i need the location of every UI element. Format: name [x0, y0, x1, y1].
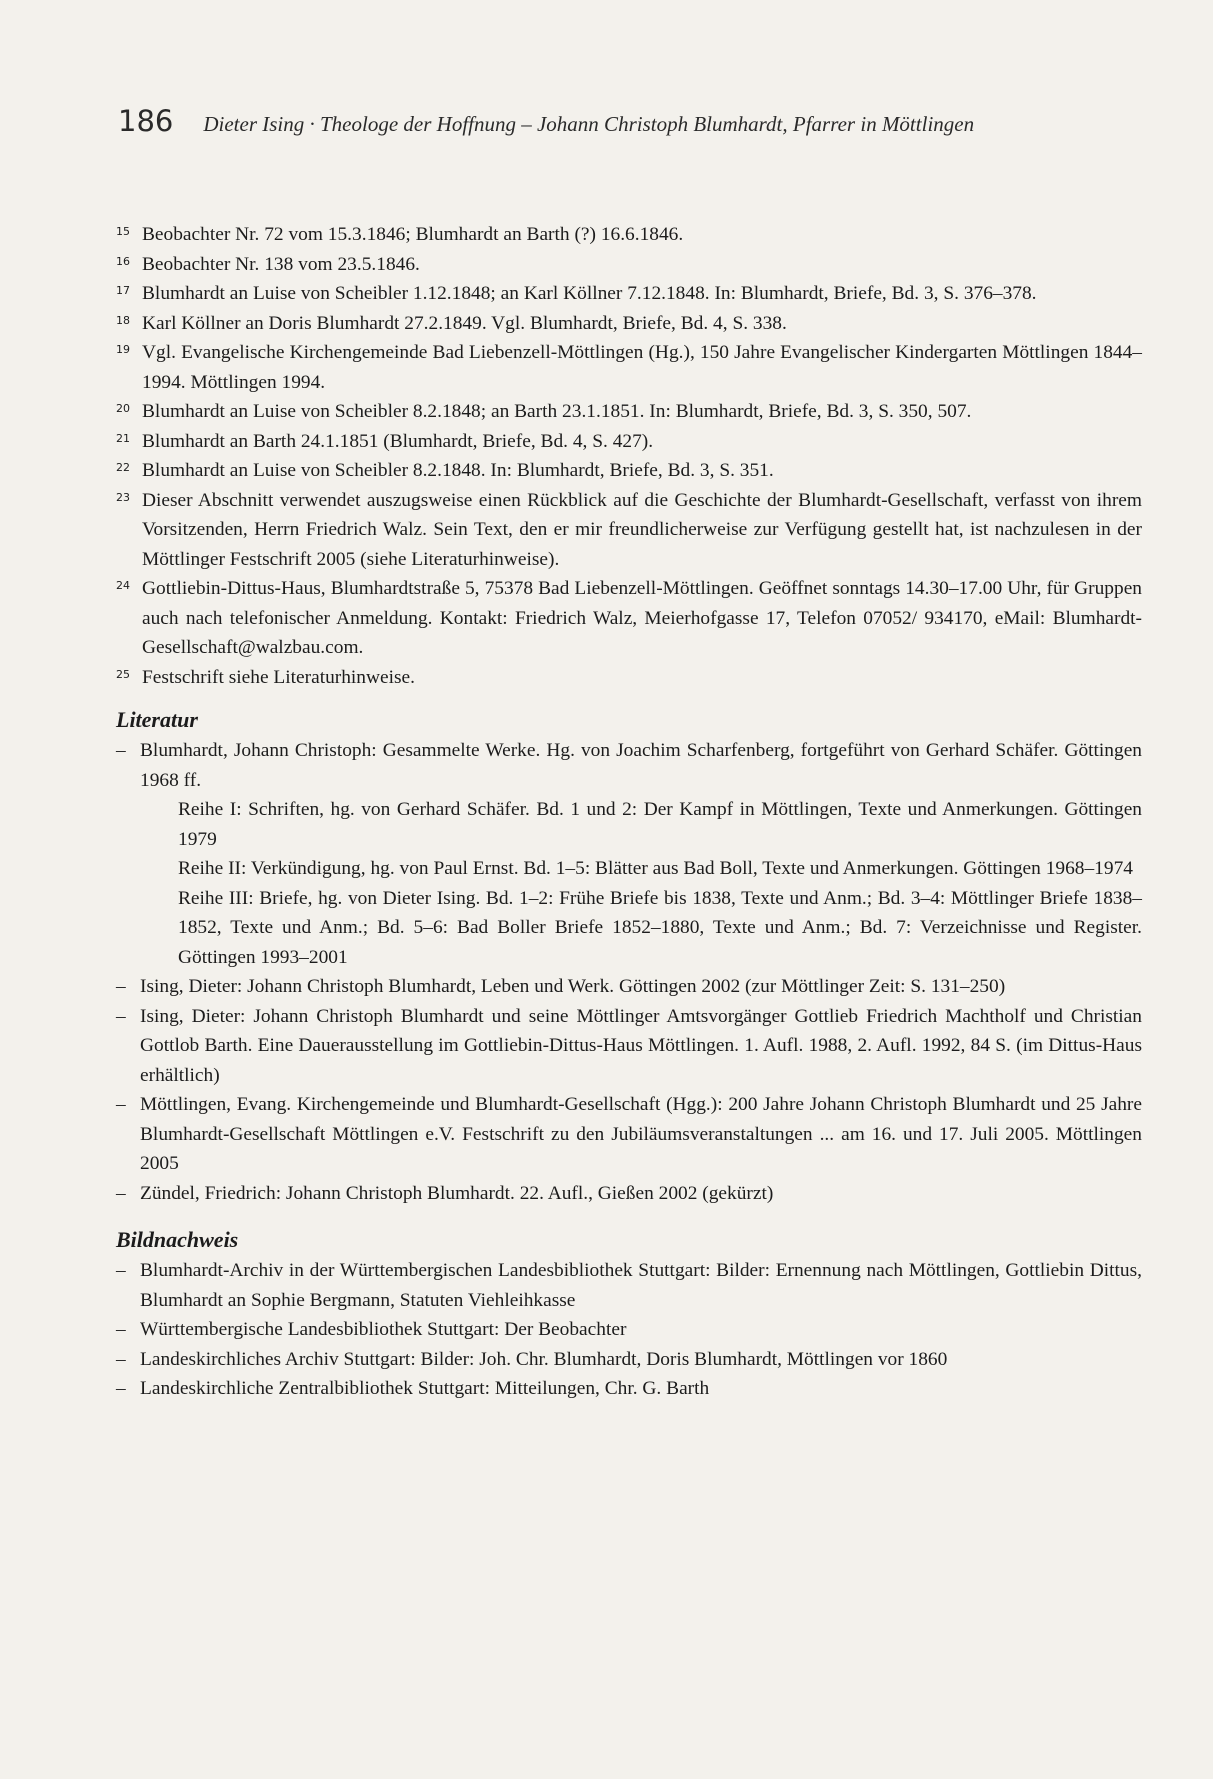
footnote — [116, 427, 1142, 457]
footnote-text: Beobachter Nr. 72 vom 15.3.1846; Blumhardt an Barth (?) 16.6.1846. — [142, 224, 684, 245]
entry-text: Ising, Dieter: Johann Christoph Blumhardt, Leben und Werk. Göttingen 2002 (zur Möttlinger Zeit: S. 131–250) — [140, 976, 1006, 997]
footnote-text: Blumhardt an Luise von Scheibler 8.2.1848; an Barth 23.1.1851. In: Blumhardt, Briefe, Bd. 3, S. 350, 507. — [142, 401, 972, 422]
footnote-number: 20 — [116, 402, 130, 415]
dash-bullet: – — [116, 1260, 126, 1281]
footnote-text: Gottliebin-Dittus-Haus, Blumhardtstraße 5, 75378 Bad Liebenzell-Möttlingen. Geöffnet sonntags 14.30–17.00 Uhr, für Gruppen auch nach telefonischer Anmeldung. Kontakt: Friedrich Walz, Meierhofgasse 17, Telefon 07052/ 934170, eMail: Blumhardt-Gesellschaft@walzbau.com. — [142, 578, 1142, 658]
footnote — [116, 279, 1142, 309]
footnote-text: Karl Köllner an Doris Blumhardt 27.2.1849. Vgl. Blumhardt, Briefe, Bd. 4, S. 338. — [142, 312, 787, 334]
dash-bullet: – — [116, 976, 126, 997]
footnote-text: Blumhardt an Barth 24.1.1851 (Blumhardt, Briefe, Bd. 4, S. 427). — [142, 430, 654, 452]
dash-bullet: – — [116, 1319, 126, 1340]
footnote-number: 23 — [116, 490, 130, 504]
footnote — [116, 486, 1142, 575]
bildnachweis-entry — [116, 1256, 1142, 1315]
literatur-heading: Literatur — [116, 707, 198, 732]
footnote-text: Beobachter Nr. 138 vom 23.5.1846. — [142, 253, 420, 275]
literatur-entry — [116, 972, 1142, 1002]
dash-bullet: – — [116, 1094, 126, 1115]
footnote — [116, 456, 1142, 486]
entry-text: Zündel, Friedrich: Johann Christoph Blumhardt. 22. Aufl., Gießen 2002 (gekürzt) — [140, 1182, 774, 1204]
footnote — [116, 574, 1142, 663]
literatur-list — [116, 736, 1142, 1208]
footnote-text: Blumhardt an Luise von Scheibler 1.12.1848; an Karl Köllner 7.12.1848. In: Blumhardt, Briefe, Bd. 3, S. 376–378. — [142, 283, 1037, 304]
footnote — [116, 397, 1142, 427]
footnote-number: 25 — [116, 667, 130, 681]
footnote-number: 15 — [116, 225, 130, 238]
footnote-number: 24 — [116, 579, 130, 592]
bildnachweis-entry — [116, 1374, 1142, 1404]
footnote — [116, 250, 1142, 280]
page-content — [116, 220, 1142, 1404]
entry-text: Blumhardt, Johann Christoph: Gesammelte Werke. Hg. von Joachim Scharfenberg, fortgeführt von Gerhard Schäfer. Göttingen 1968 ff. — [140, 740, 1142, 791]
footnote-text: Festschrift siehe Literaturhinweise. — [142, 666, 416, 688]
footnotes — [116, 220, 1142, 692]
dash-bullet: – — [116, 1005, 126, 1027]
entry-text: Ising, Dieter: Johann Christoph Blumhardt und seine Möttlinger Amtsvorgänger Gottlieb Friedrich Machtholf und Christian Gottlob Barth. Eine Dauerausstellung im Gottliebin-Dittus-Haus Möttlingen. 1. Aufl. 1988, 2. Aufl. 1992, 84 S. (im Dittus-Haus erhältlich) — [140, 1005, 1142, 1086]
literatur-entry — [116, 1090, 1142, 1179]
bildnachweis-entry — [116, 1315, 1142, 1345]
page-number: 186 — [118, 104, 174, 138]
literatur-entry — [116, 1002, 1142, 1091]
dash-bullet: – — [116, 740, 126, 761]
footnote — [116, 309, 1142, 339]
literatur-entry — [116, 736, 1142, 795]
bildnachweis-heading: Bildnachweis — [116, 1227, 239, 1252]
entry-text: Möttlingen, Evang. Kirchengemeinde und Blumhardt-Gesellschaft (Hgg.): 200 Jahre Johann Christoph Blumhardt und 25 Jahre Blumhardt-Gesellschaft Möttlingen e.V. Festschrift zu den Jubiläumsveranstaltungen ... am 16. und 17. Juli 2005. Möttlingen 2005 — [140, 1094, 1142, 1174]
entry-text: Landeskirchliche Zentralbibliothek Stuttgart: Mitteilungen, Chr. G. Barth — [140, 1378, 710, 1399]
footnote-number: 22 — [116, 461, 130, 474]
footnote-text: Dieser Abschnitt verwendet auszugsweise einen Rückblick auf die Geschichte der Blumhardt-Gesellschaft, verfasst von ihrem Vorsitzenden, Herrn Friedrich Walz. Sein Text, den er mir freundlicherweise zur Verfügung gestellt hat, ist nachzulesen in der Möttlinger Festschrift 2005 (siehe Literaturhinweise). — [142, 489, 1142, 570]
footnote — [116, 220, 1142, 250]
footnote-number: 21 — [116, 431, 130, 445]
footnote-number: 16 — [116, 254, 130, 268]
footnote-number: 17 — [116, 284, 130, 297]
footnote-number: 19 — [116, 343, 130, 356]
entry-text: Württembergische Landesbibliothek Stuttgart: Der Beobachter — [140, 1319, 627, 1340]
footnote-number: 18 — [116, 313, 130, 327]
series-entry: Reihe III: Briefe, hg. von Dieter Ising. Bd. 1–2: Frühe Briefe bis 1838, Texte und Anm.; Bd. 3–4: Möttlinger Briefe 1838–1852, Texte und Anm.; Bd. 5–6: Bad Boller Briefe 1852–1880, Texte und Anm.; Bd. 7: Verzeichnisse und Register. Göttingen 1993–2001 — [178, 887, 1142, 968]
footnote-text: Blumhardt an Luise von Scheibler 8.2.1848. In: Blumhardt, Briefe, Bd. 3, S. 351. — [142, 460, 774, 481]
footnote — [116, 338, 1142, 397]
footnote-text: Vgl. Evangelische Kirchengemeinde Bad Liebenzell-Möttlingen (Hg.), 150 Jahre Evangelischer Kindergarten Möttlingen 1844–1994. Möttlingen 1994. — [142, 342, 1142, 393]
running-head: Dieter Ising · Theologe der Hoffnung – Johann Christoph Blumhardt, Pfarrer in Möttlingen — [203, 112, 975, 136]
footnote — [116, 663, 1142, 693]
bildnachweis-list — [116, 1256, 1142, 1404]
entry-text: Landeskirchliches Archiv Stuttgart: Bilder: Joh. Chr. Blumhardt, Doris Blumhardt, Möttlingen vor 1860 — [140, 1348, 948, 1370]
dash-bullet: – — [116, 1182, 126, 1204]
dash-bullet: – — [116, 1378, 126, 1399]
literatur-entry — [116, 1179, 1142, 1209]
bildnachweis-entry — [116, 1345, 1142, 1375]
series-entry: Reihe II: Verkündigung, hg. von Paul Ernst. Bd. 1–5: Blätter aus Bad Boll, Texte und Anmerkungen. Göttingen 1968–1974 — [178, 858, 1133, 879]
series-entry: Reihe I: Schriften, hg. von Gerhard Schäfer. Bd. 1 und 2: Der Kampf in Möttlingen, Texte und Anmerkungen. Göttingen 1979 — [178, 799, 1142, 850]
dash-bullet: – — [116, 1348, 126, 1370]
entry-text: Blumhardt-Archiv in der Württembergischen Landesbibliothek Stuttgart: Bilder: Ernennung nach Möttlingen, Gottliebin Dittus, Blumhardt an Sophie Bergmann, Statuten Viehleihkasse — [140, 1260, 1142, 1311]
page-header — [118, 104, 1108, 138]
